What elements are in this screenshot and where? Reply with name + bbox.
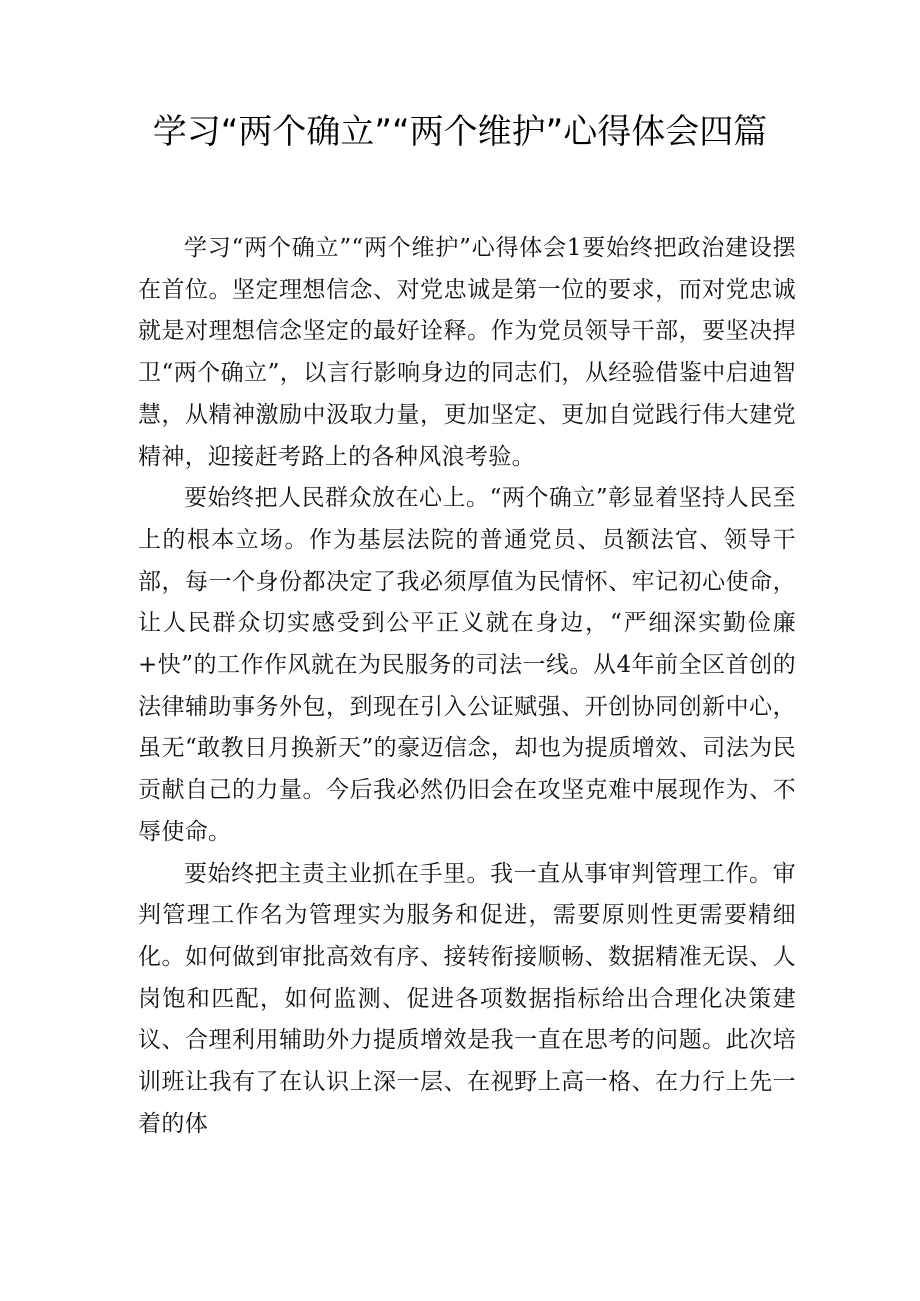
- document-body: [138, 228, 796, 1145]
- paragraph: 要始终把人民群众放在心上。“两个确立”彰显着坚持人民至上的根本立场。作为基层法院的普通党员、员额法官、领导干部，每一个身份都决定了我必须厚值为民情怀、牢记初心使命，让人民群众切实感受到公平正义就在身边，“严细深实勤俭廉+快”的工作作风就在为民服务的司法一线。从4年前全区首创的法律辅助事务外包，到现在引入公证赋强、开创协同创新中心，虽无“敢教日月换新天”的豪迈信念，却也为提质增效、司法为民贡献自己的力量。今后我必然仍旧会在攻坚克难中展现作为、不辱使命。: [138, 485, 796, 845]
- paragraph: 要始终把主责主业抓在手里。我一直从事审判管理工作。审判管理工作名为管理实为服务和促进，需要原则性更需要精细化。如何做到审批高效有序、接转衔接顺畅、数据精准无误、人岗饱和匹配，如何监测、促进各项数据指标给出合理化决策建议、合理利用辅助外力提质增效是我一直在思考的问题。此次培训班让我有了在认识上深一层、在视野上高一格、在力行上先一着的体: [138, 860, 796, 1137]
- document-title: 学习“两个确立”“两个维护”心得体会四篇: [152, 112, 768, 152]
- paragraph: 学习“两个确立”“两个维护”心得体会1要始终把政治建设摆在首位。坚定理想信念、对党忠诚是第一位的要求，而对党忠诚就是对理想信念坚定的最好诠释。作为党员领导干部，要坚决捍卫“两个确立”，以言行影响身边的同志们，从经验借鉴中启迪智慧，从精神激励中汲取力量，更加坚定、更加自觉践行伟大建党精神，迎接赶考路上的各种风浪考验。: [138, 235, 796, 470]
